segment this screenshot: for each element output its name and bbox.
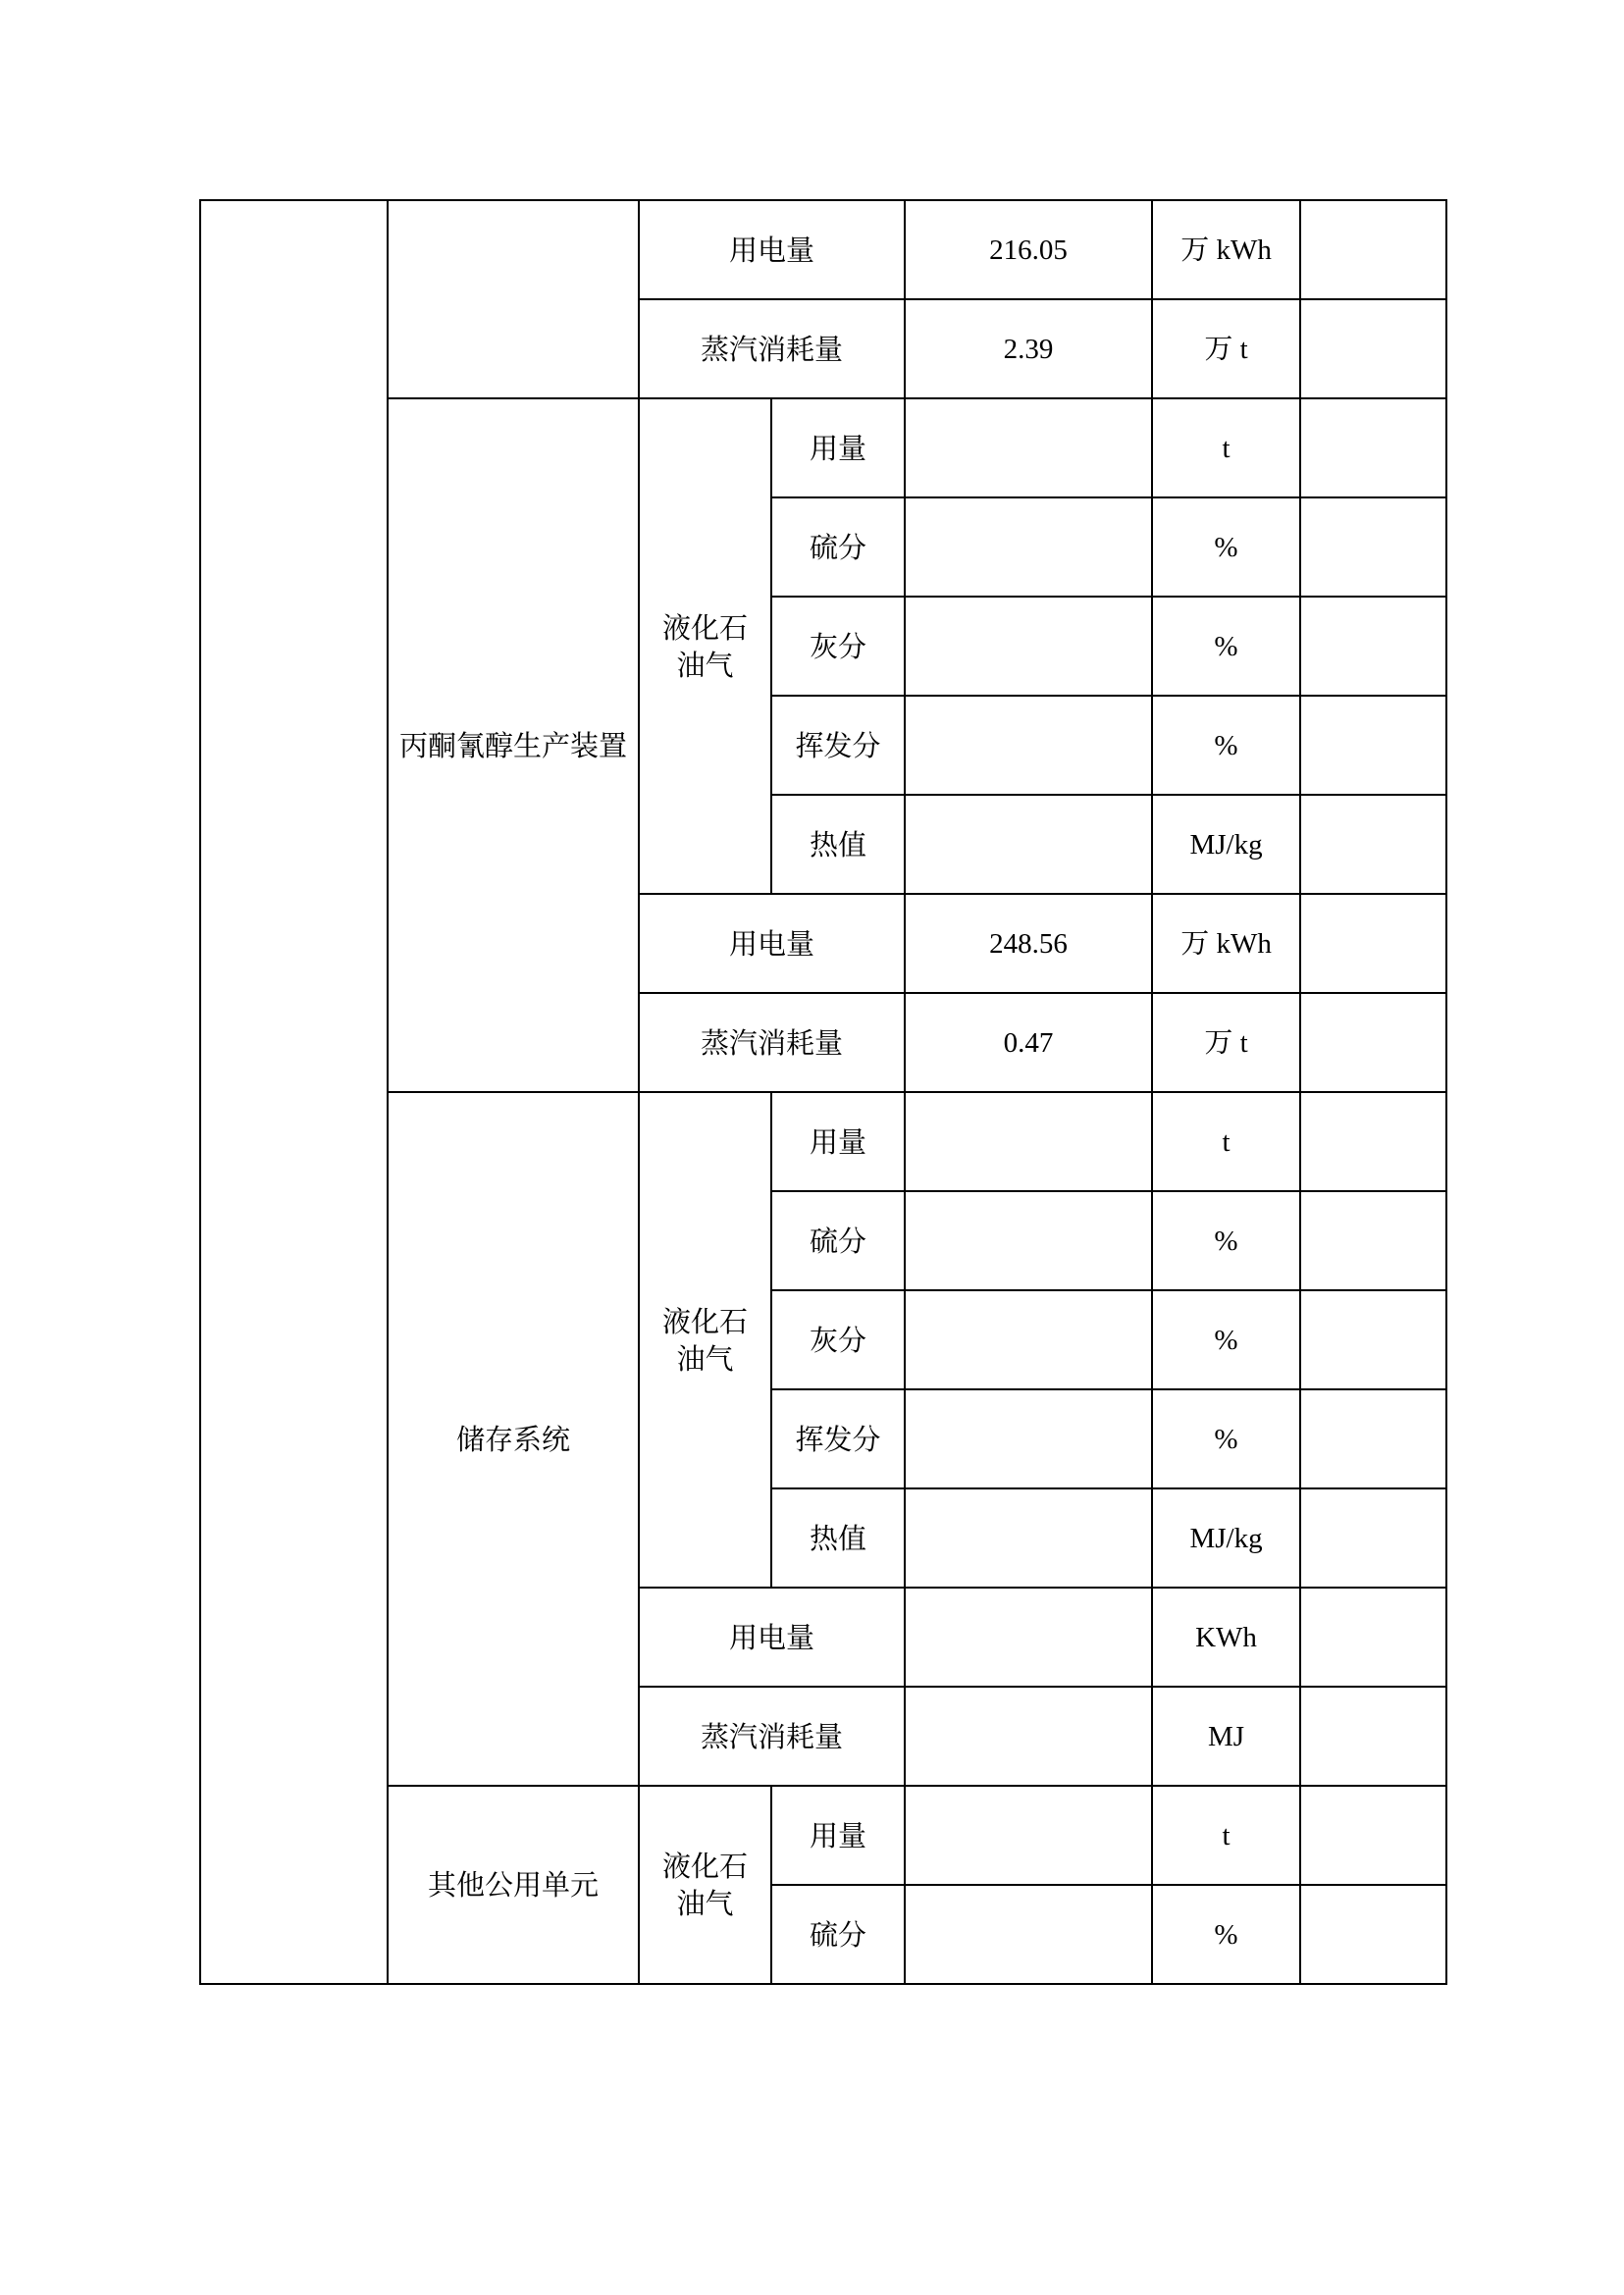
value-cell <box>905 795 1152 894</box>
note-cell <box>1300 993 1446 1092</box>
fuel-label: 液化石油气 <box>661 1850 748 1920</box>
note-cell <box>1300 1885 1446 1984</box>
item-cell: 蒸汽消耗量 <box>639 1687 905 1786</box>
item-cell: 硫分 <box>771 1191 905 1290</box>
note-cell <box>1300 1092 1446 1191</box>
unit-cell: % <box>1152 1885 1300 1984</box>
fuel-label: 液化石油气 <box>661 610 748 682</box>
item-cell: 蒸汽消耗量 <box>639 993 905 1092</box>
value-cell: 0.47 <box>905 993 1152 1092</box>
table-row <box>200 200 1446 299</box>
note-cell <box>1300 795 1446 894</box>
unit-cell: 万 t <box>1152 993 1300 1092</box>
device-cell: 储存系统 <box>388 1092 639 1786</box>
value-cell <box>905 1687 1152 1786</box>
unit-cell: % <box>1152 1191 1300 1290</box>
device-cell <box>388 200 639 398</box>
device-cell: 丙酮氰醇生产装置 <box>388 398 639 1092</box>
item-cell: 用量 <box>771 1092 905 1191</box>
note-cell <box>1300 1786 1446 1885</box>
item-cell: 热值 <box>771 1488 905 1588</box>
note-cell <box>1300 1687 1446 1786</box>
unit-cell: % <box>1152 1389 1300 1488</box>
value-cell: 216.05 <box>905 200 1152 299</box>
unit-cell: t <box>1152 1092 1300 1191</box>
value-cell <box>905 1389 1152 1488</box>
fuel-label: 液化石油气 <box>661 1304 748 1376</box>
unit-cell: 万 t <box>1152 299 1300 398</box>
value-cell <box>905 1092 1152 1191</box>
item-cell: 硫分 <box>771 497 905 597</box>
table-row <box>200 398 1446 497</box>
table-row <box>200 1786 1446 1885</box>
unit-cell: 万 kWh <box>1152 894 1300 993</box>
note-cell <box>1300 696 1446 795</box>
unit-cell: % <box>1152 497 1300 597</box>
unit-cell: t <box>1152 1786 1300 1885</box>
item-cell: 用量 <box>771 398 905 497</box>
fuel-cell <box>639 1092 771 1588</box>
fuel-cell <box>639 1786 771 1984</box>
unit-cell: t <box>1152 398 1300 497</box>
unit-cell: % <box>1152 1290 1300 1389</box>
note-cell <box>1300 398 1446 497</box>
value-cell <box>905 398 1152 497</box>
item-cell: 用电量 <box>639 894 905 993</box>
value-cell <box>905 1290 1152 1389</box>
note-cell <box>1300 299 1446 398</box>
note-cell <box>1300 1488 1446 1588</box>
unit-cell: % <box>1152 696 1300 795</box>
value-cell <box>905 1488 1152 1588</box>
note-cell <box>1300 1191 1446 1290</box>
energy-consumption-table <box>199 199 1447 1985</box>
item-cell: 蒸汽消耗量 <box>639 299 905 398</box>
item-cell: 硫分 <box>771 1885 905 1984</box>
value-cell: 248.56 <box>905 894 1152 993</box>
note-cell <box>1300 1389 1446 1488</box>
item-cell: 热值 <box>771 795 905 894</box>
value-cell <box>905 497 1152 597</box>
item-cell: 用电量 <box>639 200 905 299</box>
value-cell <box>905 1885 1152 1984</box>
unit-cell: MJ <box>1152 1687 1300 1786</box>
unit-cell: MJ/kg <box>1152 795 1300 894</box>
item-cell: 灰分 <box>771 597 905 696</box>
note-cell <box>1300 1290 1446 1389</box>
value-cell <box>905 1588 1152 1687</box>
unit-cell: MJ/kg <box>1152 1488 1300 1588</box>
value-cell <box>905 597 1152 696</box>
value-cell <box>905 1786 1152 1885</box>
value-cell <box>905 696 1152 795</box>
value-cell <box>905 1191 1152 1290</box>
note-cell <box>1300 497 1446 597</box>
unit-cell: % <box>1152 597 1300 696</box>
item-cell: 挥发分 <box>771 1389 905 1488</box>
item-cell: 用电量 <box>639 1588 905 1687</box>
note-cell <box>1300 200 1446 299</box>
value-cell: 2.39 <box>905 299 1152 398</box>
note-cell <box>1300 894 1446 993</box>
table-row <box>200 1092 1446 1191</box>
category-cell <box>200 200 388 1984</box>
item-cell: 挥发分 <box>771 696 905 795</box>
note-cell <box>1300 1588 1446 1687</box>
item-cell: 灰分 <box>771 1290 905 1389</box>
fuel-cell <box>639 398 771 894</box>
item-cell: 用量 <box>771 1786 905 1885</box>
device-cell: 其他公用单元 <box>388 1786 639 1984</box>
note-cell <box>1300 597 1446 696</box>
unit-cell: KWh <box>1152 1588 1300 1687</box>
unit-cell: 万 kWh <box>1152 200 1300 299</box>
